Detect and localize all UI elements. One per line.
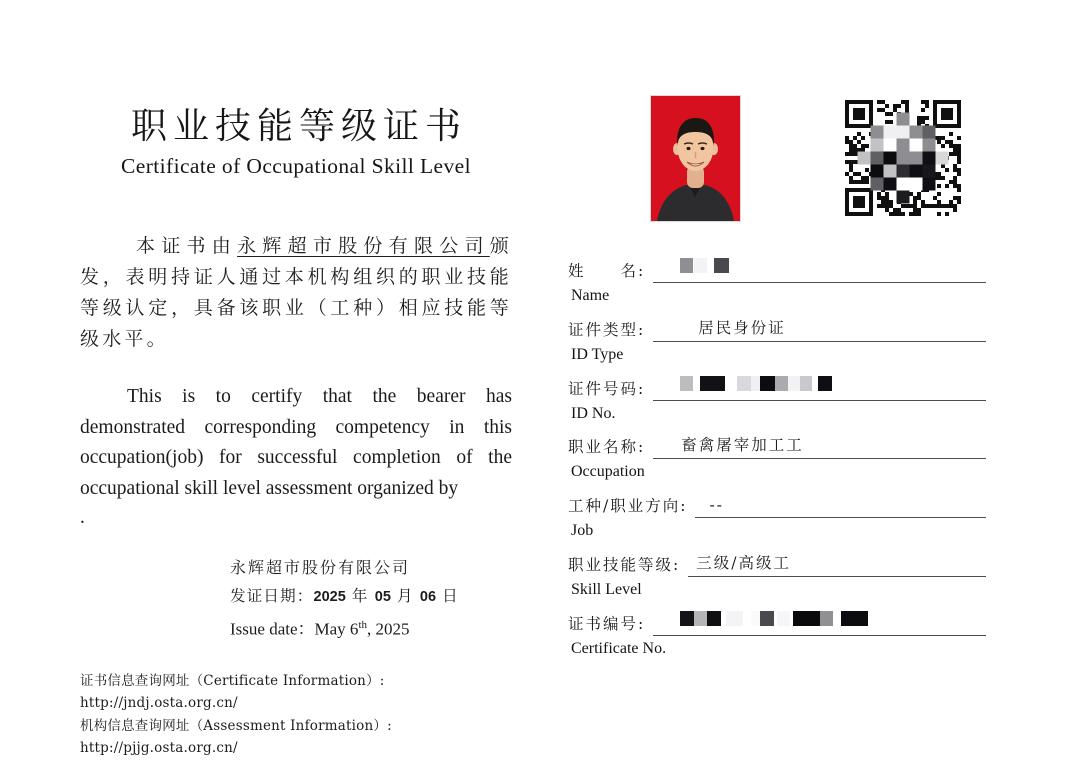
field-label-en-occupation: Occupation (571, 463, 645, 481)
field-line-skill-level (688, 542, 986, 577)
statement-zh-pre: 本证书由 (136, 235, 238, 257)
field-value-skill-level: 三级/高级工 (696, 553, 791, 572)
field-label-zh-occupation: 职业名称: (568, 438, 646, 457)
field-line-id-no (653, 366, 986, 401)
field-job (568, 484, 986, 543)
field-id-type (568, 308, 986, 367)
lookup-urls (80, 670, 512, 760)
field-certificate-no (568, 602, 986, 661)
id-photo-graphic (651, 96, 740, 221)
statement-zh-post: 颁发，表明持证人通过本机构组织的职业技能等级认定，具备该职业（工种）相应技能等级水平。 (80, 235, 512, 350)
field-line-occupation (653, 424, 986, 459)
certificate-title-en: Certificate of Occupational Skill Level (121, 154, 471, 178)
field-value-occupation: 畜禽屠宰加工工 (681, 436, 804, 455)
field-skill-level (568, 543, 986, 602)
field-label-en-id-type: ID Type (571, 345, 624, 363)
certificate-left-column (80, 0, 512, 760)
field-label-zh-id-type: 证件类型: (568, 320, 646, 339)
field-label-zh-certificate-no: 证书编号: (568, 614, 646, 633)
field-line-id-type (653, 307, 986, 342)
field-label-en-certificate-no: Certificate No. (571, 639, 667, 657)
id-photo (650, 95, 741, 222)
assessment-info-url-line: 机构信息查询网址（Assessment Information）: http://pjjg.osta.org.cn/ (80, 717, 392, 757)
qr-code (845, 100, 961, 216)
field-line-name (653, 248, 986, 283)
statement-paragraph-en: This is to certify that the bearer has demonstrated corresponding competency in this occupation(job) for successful completion of the occupational skill level assessment organized by (80, 386, 512, 499)
issuer-name-underlined: 永辉超市股份有限公司 (237, 235, 490, 257)
field-label-zh-skill-level: 职业技能等级: (568, 555, 681, 574)
field-label-en-skill-level: Skill Level (571, 580, 642, 598)
field-name (568, 249, 986, 308)
issuer-company-name: 永辉超市股份有限公司 (230, 558, 411, 577)
issuer-block (230, 554, 512, 644)
field-id-no (568, 367, 986, 426)
statement-paragraph-zh (80, 231, 512, 355)
field-label-en-job: Job (571, 522, 594, 540)
field-line-certificate-no (653, 601, 986, 636)
field-value-redacted-id-no (680, 376, 832, 391)
field-value-id-type: 居民身份证 (698, 318, 786, 337)
qr-code-graphic (845, 100, 961, 216)
field-value-redacted-certificate-no (680, 611, 868, 626)
field-occupation (568, 425, 986, 484)
field-label-en-id-no: ID No. (571, 404, 616, 422)
statement-paragraph-en-trailing-period: . (80, 507, 85, 528)
field-label-en-name: Name (571, 287, 610, 304)
certificate-info-url-line: 证书信息查询网址（Certificate Information）: http://jndj.osta.org.cn/ (80, 672, 385, 712)
field-value-job: -- (709, 496, 724, 515)
field-label-zh-id-no: 证件号码: (568, 379, 646, 398)
field-label-zh-job: 工种/职业方向: (568, 497, 688, 516)
field-label-zh-name: 姓 名: (568, 262, 646, 280)
certificate-fields (568, 249, 986, 661)
certificate-title-zh: 职业技能等级证书 (130, 106, 467, 147)
issue-date-en: Issue date：May 6th, 2025 (230, 619, 410, 639)
field-value-redacted-name (680, 258, 729, 273)
issue-date-zh: 发证日期：2025 年 05 月 06 日 (230, 587, 459, 605)
field-line-job (695, 483, 986, 518)
